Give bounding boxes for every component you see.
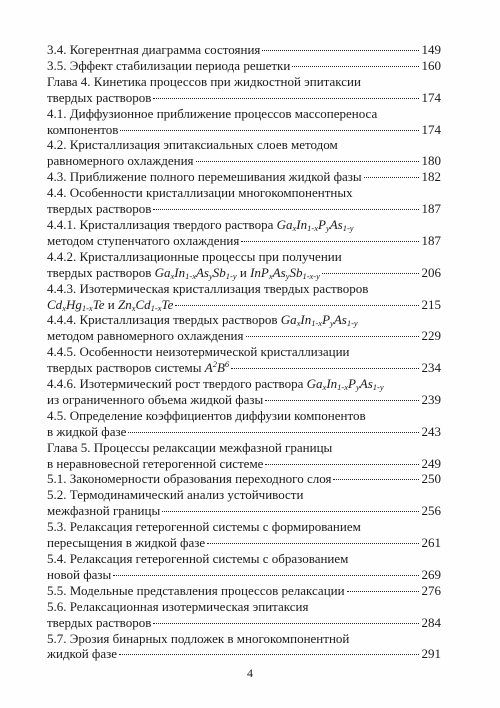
toc-page-number: 276 (421, 582, 441, 598)
title-text: в жидкой фазе (47, 423, 127, 439)
dot-leader (333, 479, 419, 480)
title-text: 5.2. Термодинамический анализ устойчивости (47, 487, 304, 503)
toc-entry-title (47, 90, 151, 106)
subscript: 1-x (185, 270, 196, 281)
toc-entry-title (47, 360, 229, 376)
toc-entry-title (47, 265, 320, 281)
toc-line (47, 42, 441, 58)
page-number: 4 (247, 666, 253, 680)
toc-entry (47, 599, 441, 631)
title-text: B (216, 360, 225, 376)
subscript: x (322, 382, 327, 393)
toc-page-number: 182 (421, 169, 441, 185)
toc-entry-title (47, 249, 342, 265)
toc-entry (47, 58, 441, 74)
toc-line (47, 583, 441, 599)
subscript: 1-y (346, 318, 358, 329)
subscript: 1-x (150, 302, 162, 313)
toc-entry-title (47, 122, 118, 138)
toc-line (47, 567, 441, 583)
toc-entry (47, 551, 441, 583)
toc-line (47, 392, 441, 408)
dot-leader (246, 336, 420, 337)
toc-page-number: 284 (421, 614, 441, 630)
toc-entry (47, 169, 441, 185)
title-text: InP (250, 264, 269, 280)
toc-page-number: 229 (421, 328, 441, 344)
title-text: 5.6. Релаксационная изотермическая эпитаксия (47, 598, 309, 614)
title-text: компонентов (47, 121, 119, 137)
toc-entry-title (47, 408, 366, 424)
title-text: твердых растворов (47, 264, 155, 280)
toc-page-number: 187 (421, 232, 441, 248)
title-text: твердых растворов (47, 201, 152, 217)
toc-entry-title (47, 519, 361, 535)
dot-leader (347, 591, 419, 592)
toc-page-number: 291 (421, 646, 441, 662)
toc-entry-title (47, 312, 358, 328)
title-text: методом ступенчатого охлаждения (47, 232, 240, 248)
subscript: 1-x (307, 222, 318, 233)
toc-entry-title (47, 169, 362, 185)
dot-leader (241, 241, 419, 242)
toc-entry (47, 583, 441, 599)
title-text: P (322, 312, 331, 328)
subscript: x (296, 318, 301, 329)
toc-page-number: 269 (421, 566, 441, 582)
subscript: 1-x (337, 382, 349, 393)
toc-page-number: 180 (421, 153, 441, 169)
subscript: x (170, 270, 175, 281)
title-text: As (359, 376, 373, 392)
title-text: Sb (289, 264, 303, 280)
subscript: x (131, 302, 136, 313)
title-text: As (272, 264, 286, 280)
toc-entry-title (47, 297, 173, 313)
toc-line (47, 408, 441, 424)
dot-leader (265, 400, 419, 401)
subscript: y (330, 318, 334, 329)
toc-page-number: 239 (421, 391, 441, 407)
toc-entry-title (47, 217, 354, 233)
toc-entry-title (47, 376, 384, 392)
title-text: In (296, 216, 308, 232)
title-text: 5.1. Закономерности образования переходного слоя (47, 471, 332, 487)
toc-page-number: 243 (421, 423, 441, 439)
superscript: 6 (224, 359, 230, 370)
title-text: Cd (47, 296, 63, 312)
subscript: x (292, 222, 297, 233)
title-text: P (317, 216, 326, 232)
toc-entry (47, 74, 441, 106)
toc-page-number: 256 (421, 503, 441, 519)
toc-line (47, 456, 441, 472)
title-text: 4.4.6. Изотермический рост твердого раствора (47, 376, 307, 392)
toc-page-number: 174 (421, 89, 441, 105)
title-text: Ga (276, 216, 293, 232)
toc-entry-title (47, 58, 290, 74)
toc-entry-title (47, 185, 353, 201)
toc-page-number: 206 (421, 264, 441, 280)
toc-entry (47, 281, 441, 313)
dot-leader (322, 273, 419, 274)
dot-leader (120, 130, 419, 131)
toc-page-number: 149 (421, 42, 441, 57)
toc-entry (47, 217, 441, 249)
title-text: 4.2. Кристаллизация эпитаксиальных слоев методом (47, 137, 338, 153)
title-text: твердых растворов (47, 614, 152, 630)
title-text: и (236, 264, 251, 280)
toc-page-number: 160 (421, 57, 441, 73)
toc-line (47, 233, 441, 249)
title-text: Cd (135, 296, 151, 312)
toc-page-number: 249 (421, 455, 441, 471)
toc-page-number: 174 (421, 121, 441, 137)
title-text: In (174, 264, 186, 280)
title-text: 3.4. Когерентная диаграмма состояния (47, 42, 261, 57)
toc-entry-title (47, 440, 332, 456)
toc-line (47, 344, 441, 360)
subscript: 1-y (372, 382, 384, 393)
dot-leader (207, 543, 419, 544)
toc-line (47, 217, 441, 233)
toc-line (47, 519, 441, 535)
title-text: 4.1. Диффузионное приближение процессов массопереноса (47, 105, 378, 121)
subscript: 1-x (81, 302, 93, 313)
dot-leader (153, 623, 419, 624)
toc-page-number: 261 (421, 535, 441, 551)
title-text: и (104, 296, 118, 312)
title-text: Te (161, 296, 174, 312)
toc-entry-title (47, 583, 345, 599)
toc-line (47, 551, 441, 567)
title-text: 3.5. Эффект стабилизации периода решетки (47, 57, 291, 73)
toc-entry-title (47, 424, 126, 440)
toc-line (47, 265, 441, 281)
title-text: As (195, 264, 209, 280)
dot-leader (153, 209, 419, 210)
toc-page-number: 250 (421, 471, 441, 487)
toc-line (47, 599, 441, 615)
toc-line (47, 471, 441, 487)
toc-entry (47, 312, 441, 344)
toc-line (47, 646, 441, 662)
title-text: Te (92, 296, 105, 312)
toc-entry-title (47, 471, 331, 487)
toc-entry (47, 519, 441, 551)
toc-entry-title (47, 567, 111, 583)
title-text: Zn (117, 296, 132, 312)
toc-entry-title (47, 631, 349, 647)
toc-entry-title (47, 551, 348, 567)
toc-entry (47, 42, 441, 58)
title-text: 5.7. Эрозия бинарных подложек в многокомпонентной (47, 630, 350, 646)
toc-line (47, 328, 441, 344)
dot-leader (231, 368, 419, 369)
toc-line (47, 535, 441, 551)
title-text: P (348, 376, 356, 392)
toc-entry (47, 106, 441, 138)
toc-entry-title (47, 535, 205, 551)
toc-line (47, 297, 441, 313)
title-text: Ga (280, 312, 297, 328)
dot-leader (119, 654, 419, 655)
toc-page-number: 187 (421, 201, 441, 217)
toc-entry (47, 376, 441, 408)
toc-line (47, 376, 441, 392)
title-text: 4.4.5. Особенности неизотермической кристаллизации (47, 344, 350, 360)
dot-leader (292, 66, 419, 67)
toc-entry (47, 185, 441, 217)
toc-line (47, 615, 441, 631)
title-text: 4.4.3. Изотермическая кристаллизация твердых растворов (47, 280, 369, 296)
title-text: 4.3. Приближение полного перемешивания жидкой фазы (47, 169, 362, 185)
toc-line (47, 631, 441, 647)
toc-entry-title (47, 392, 263, 408)
title-text: методом равномерного охлаждения (47, 328, 244, 344)
toc-line (47, 360, 441, 376)
toc-line (47, 169, 441, 185)
title-text: 4.4. Особенности кристаллизации многокомпонентных (47, 185, 353, 201)
toc-entry-title (47, 233, 239, 249)
title-text: в неравновесной гетерогенной системе (47, 455, 264, 471)
title-text: Глава 5. Процессы релаксации межфазной границы (47, 439, 333, 455)
toc-line (47, 487, 441, 503)
dot-leader (175, 305, 419, 306)
dot-leader (113, 575, 419, 576)
subscript: 1-y (225, 270, 237, 281)
toc-entry-title (47, 456, 263, 472)
superscript: 2 (212, 359, 217, 370)
title-text: твердых растворов (47, 89, 152, 105)
title-text: 5.3. Релаксация гетерогенной системы с формированием (47, 519, 361, 535)
subscript: 1-x (311, 318, 323, 329)
toc-entry-title (47, 137, 338, 153)
title-text: твердых растворов системы (47, 360, 205, 376)
dot-leader (162, 511, 419, 512)
toc-entry-title (47, 615, 151, 631)
toc-entry (47, 471, 441, 487)
toc-entry-title (47, 646, 117, 662)
subscript: x (62, 302, 66, 313)
toc-entry (47, 440, 441, 472)
toc-page-number: 215 (421, 296, 441, 312)
title-text: Глава 4. Кинетика процессов при жидкостной эпитаксии (47, 73, 361, 89)
toc-entry-title (47, 106, 377, 122)
dot-leader (364, 177, 419, 178)
subscript: y (355, 382, 360, 393)
toc-page-number: 234 (421, 360, 441, 376)
title-text: In (300, 312, 312, 328)
title-text: 4.4.2. Кристаллизационные процессы при получении (47, 248, 342, 264)
toc-line (47, 90, 441, 106)
toc-line (47, 440, 441, 456)
toc-line (47, 122, 441, 138)
toc-line (47, 249, 441, 265)
title-text: A (204, 360, 213, 376)
toc-line (47, 153, 441, 169)
title-text: In (326, 376, 338, 392)
toc-entry (47, 137, 441, 169)
toc-entry-title (47, 201, 151, 217)
dot-leader (196, 161, 419, 162)
subscript: y (285, 270, 290, 281)
toc-line (47, 74, 441, 90)
toc-line (47, 106, 441, 122)
title-text: 5.5. Модельные представления процессов релаксации (47, 582, 345, 598)
toc-line (47, 312, 441, 328)
dot-leader (153, 98, 419, 99)
title-text: 4.5. Определение коэффициентов диффузии компонентов (47, 407, 366, 423)
title-text: из ограниченного объема жидкой фазы (47, 391, 264, 407)
title-text: пересыщения в жидкой фазе (47, 535, 206, 551)
title-text: As (333, 312, 347, 328)
subscript: y (208, 270, 213, 281)
toc-entry-title (47, 487, 303, 503)
toc-entry-title (47, 503, 160, 519)
title-text: 4.4.4. Кристаллизация твердых растворов (47, 312, 281, 328)
title-text: As (329, 216, 343, 232)
title-text: 5.4. Релаксация гетерогенной системы с образованием (47, 551, 349, 566)
title-text: новой фазы (47, 566, 112, 582)
title-text: Hg (65, 296, 82, 312)
toc-entry (47, 408, 441, 440)
title-text: равномерного охлаждения (47, 153, 194, 169)
toc-entry-title (47, 344, 350, 360)
toc-line (47, 503, 441, 519)
subscript: x (268, 270, 273, 281)
title-text: Ga (154, 264, 171, 280)
title-text: жидкой фазе (47, 646, 118, 662)
title-text: Ga (306, 376, 323, 392)
toc-line (47, 185, 441, 201)
title-text: Sb (212, 264, 226, 280)
table-of-contents (47, 42, 441, 662)
toc-entry (47, 487, 441, 519)
toc-entry-title (47, 42, 260, 58)
toc-line (47, 281, 441, 297)
dot-leader (265, 464, 419, 465)
toc-entry-title (47, 281, 368, 297)
title-text: межфазной границы (47, 503, 161, 519)
dot-leader (128, 432, 419, 433)
title-text: 4.4.1. Кристаллизация твердого раствора (47, 216, 277, 232)
toc-entry (47, 344, 441, 376)
toc-entry (47, 249, 441, 281)
toc-entry-title (47, 599, 308, 615)
dot-leader (262, 50, 419, 51)
subscript: 1-y (342, 222, 354, 233)
toc-entry (47, 631, 441, 663)
toc-line (47, 58, 441, 74)
toc-line (47, 424, 441, 440)
toc-entry-title (47, 74, 361, 90)
toc-line (47, 201, 441, 217)
toc-entry-title (47, 328, 244, 344)
toc-entry-title (47, 153, 194, 169)
subscript: y (325, 222, 330, 233)
toc-line (47, 137, 441, 153)
subscript: 1-x-y (302, 270, 320, 281)
